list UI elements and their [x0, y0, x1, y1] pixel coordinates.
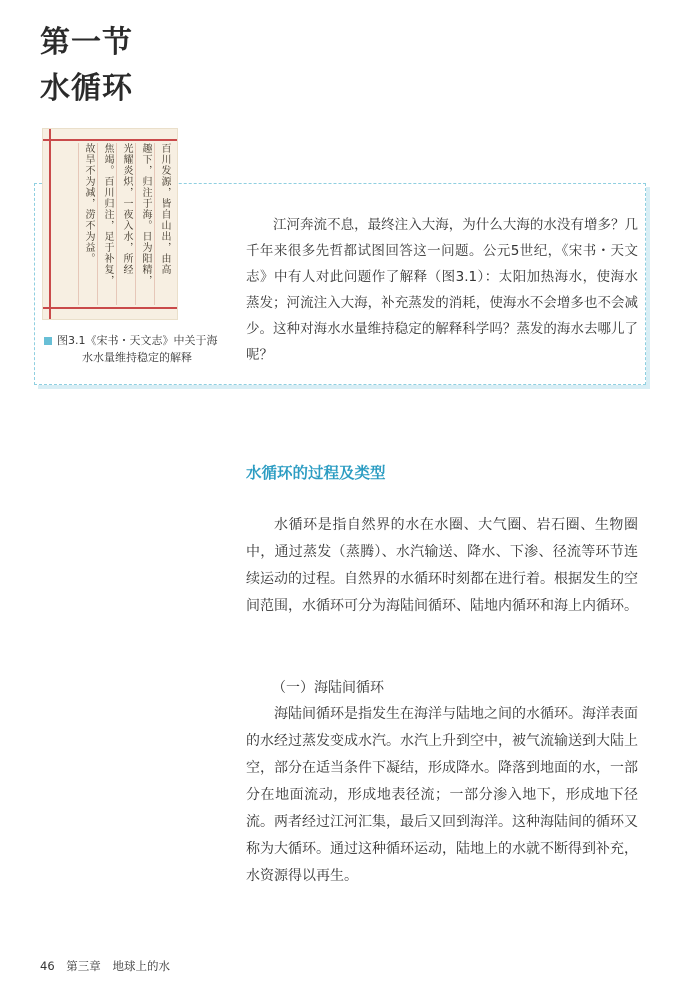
scroll-rule-bottom [43, 307, 177, 309]
section-heading [40, 20, 133, 112]
page-number: 46 [40, 959, 55, 973]
scroll-column: 百川发源，皆自山出，由高 [154, 143, 171, 305]
caption-marker-icon [44, 337, 52, 345]
page-footer [40, 958, 178, 974]
body-paragraph-2: 海陆间循环是指发生在海洋与陆地之间的水循环。海洋表面的水经过蒸发变成水汽。水汽上升到空中，被气流输送到大陆上空，部分在适当条件下凝结，形成降水。降落到地面的水，一部分在地面流动，形成地表径流；一部分渗入地下，形成地下径流。两者经过江河汇集，最后又回到海洋。这种海陆间的循环又称为大循环。通过这种循环运动，陆地上的水就不断得到补充，水资源得以再生。 [246, 706, 638, 884]
scroll-column: 趣下，归注于海。日为阳精， [135, 143, 152, 305]
caption-line-2: 水水量维持稳定的解释 [82, 351, 192, 364]
scroll-column: 故旱不为减，涝不为益。 [78, 143, 95, 305]
subheading: 水循环的过程及类型 [246, 464, 386, 482]
scroll-figure [42, 128, 178, 320]
figure-caption [44, 332, 234, 366]
body-paragraph-1: 水循环是指自然界的水在水圈、大气圈、岩石圈、生物圈中，通过蒸发（蒸腾）、水汽输送、降水、下渗、径流等环节连续运动的过程。自然界的水循环时刻都在进行着。根据发生的空间范围，水循环可分为海陆间循环、陆地内循环和海上内循环。 [246, 517, 638, 614]
chapter-title: 地球上的水 [112, 959, 170, 973]
chapter-number: 第三章 [66, 959, 101, 973]
sub-subheading: （一）海陆间循环 [272, 680, 384, 696]
intro-paragraph: 江河奔流不息，最终注入大海，为什么大海的水没有增多？几千年来很多先哲都试图回答这一问题。公元5世纪，《宋书・天文志》中有人对此问题作了解释（图3.1）：太阳加热海水，使海水蒸发；河流注入大海，补充蒸发的消耗，使海水不会增多也不会减少。这种对海水水量维持稳定的解释科学吗？蒸发的海水去哪儿了呢？ [246, 217, 638, 363]
scroll-column: 焦竭。百川归注，足于补复， [97, 143, 114, 305]
scroll-rule-top [43, 139, 177, 141]
section-number: 第一节 [40, 25, 133, 60]
scroll-rule-left [49, 129, 51, 319]
caption-line-1: 图3.1《宋书・天文志》中关于海 [57, 334, 218, 347]
scroll-column: 光耀炎炽，一夜入水，所经 [116, 143, 133, 305]
scroll-text [57, 143, 171, 305]
section-title: 水循环 [40, 71, 133, 106]
